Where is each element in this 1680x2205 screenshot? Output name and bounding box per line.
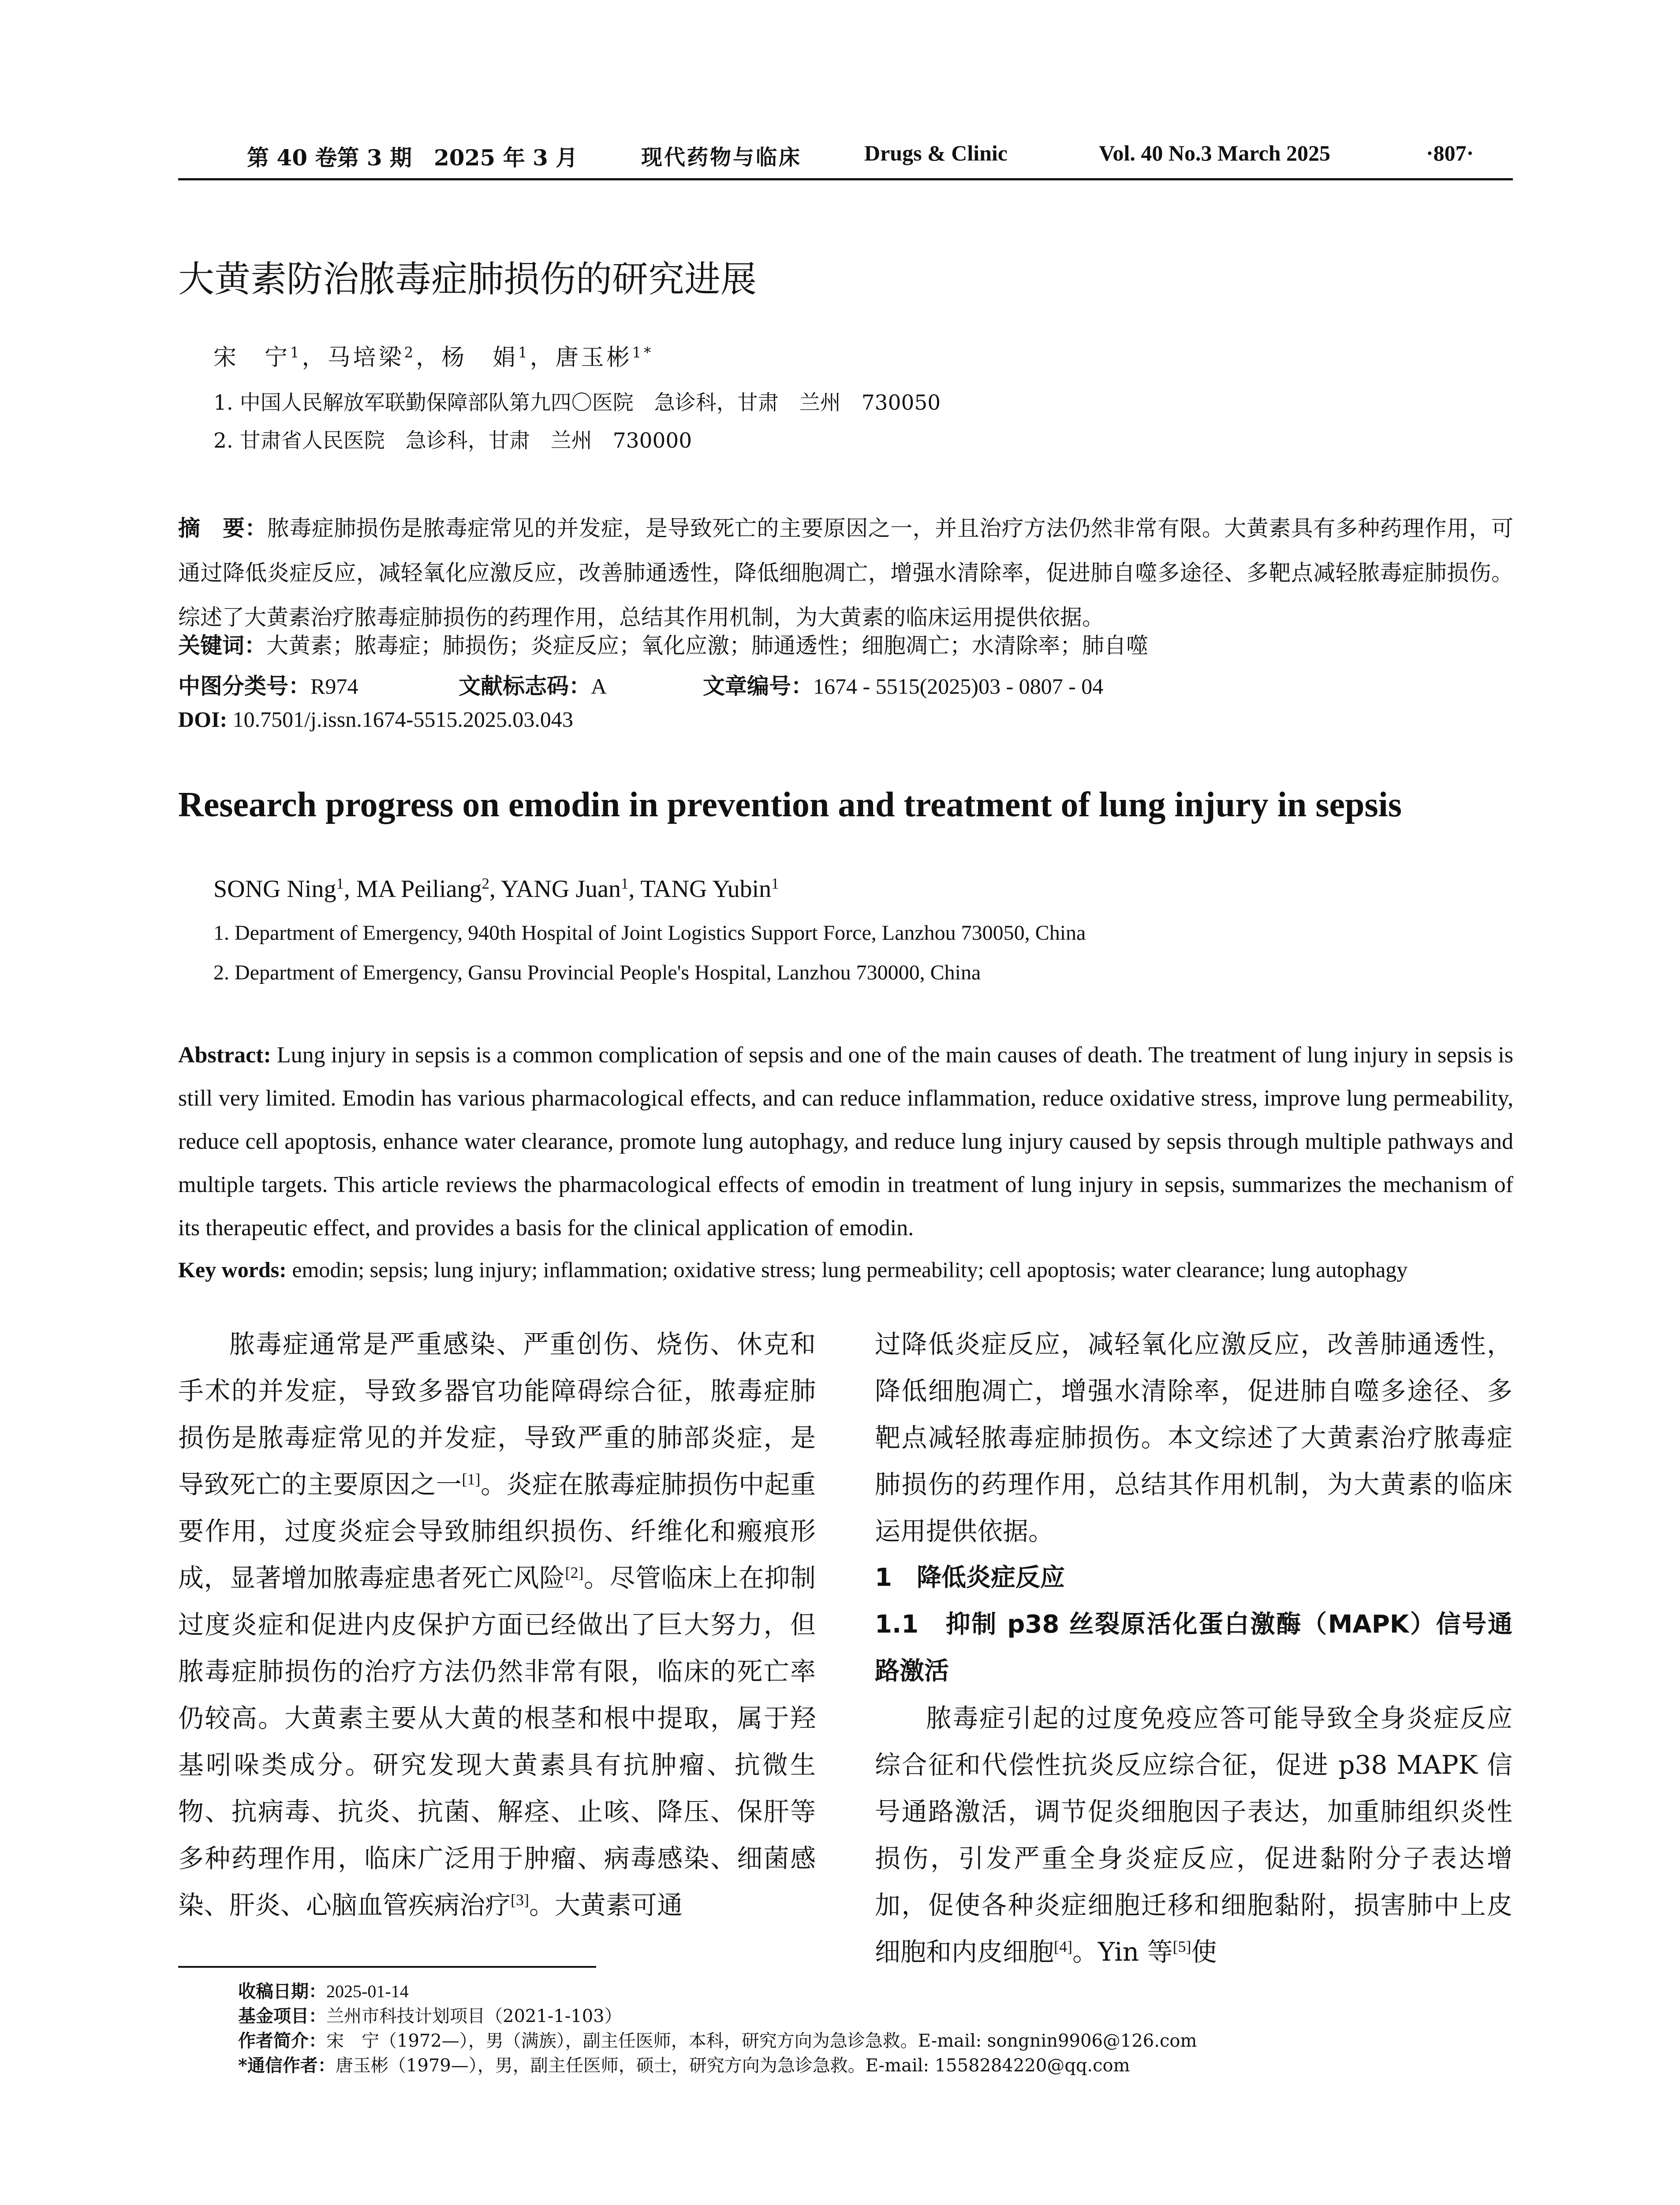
footnote-fund <box>238 2002 622 2027</box>
doi-line <box>178 706 573 732</box>
keywords-cn-text: 大黄素；脓毒症；肺损伤；炎症反应；氧化应激；肺通透性；细胞凋亡；水清除率；肺自噬 <box>266 633 1148 658</box>
footnote-label: *通信作者： <box>238 2055 336 2076</box>
author-list-en <box>213 875 779 903</box>
footnote-text: 唐玉彬（1979—），男，副主任医师，硕士，研究方向为急诊急救。E-mail: 1558284220@qq.com <box>335 2056 1130 2076</box>
footnote-rule <box>178 1966 596 1968</box>
affiliation-cn-2: 2. 甘肃省人民医院 急诊科，甘肃 兰州 730000 <box>213 429 692 453</box>
keywords-cn-label: 关键词： <box>178 633 266 658</box>
article-no-value: 1674 - 5515(2025)03 - 0807 - 04 <box>813 674 1104 699</box>
abstract-en <box>178 1034 1513 1250</box>
author-separator: ， <box>416 344 442 371</box>
doi-label: DOI: <box>178 707 228 732</box>
footnote-text: 兰州市科技计划项目（2021-1-103） <box>326 2006 622 2026</box>
body-column-right <box>875 1321 1512 1975</box>
author-name: 马培梁 <box>327 344 404 371</box>
section-heading-1-1: 1.1 抑制 p38 丝裂原活化蛋白激酶（MAPK）信号通路激活 <box>875 1610 1512 1686</box>
author-affiliation-mark: 1 <box>336 875 344 892</box>
body-paragraph <box>178 1321 816 1928</box>
doc-code-line <box>459 669 607 700</box>
keywords-en <box>178 1257 1407 1282</box>
author-name: 杨 娟 <box>441 344 519 371</box>
author-affiliation-mark: 1* <box>632 344 654 361</box>
keywords-en-text: emodin; sepsis; lung injury; inflammation; oxidative stress; lung permeability; cell apoptosis; water clearance; lung autophagy <box>286 1257 1408 1282</box>
body-text: 。大黄素可通 <box>529 1890 683 1920</box>
citation: [1] <box>462 1470 481 1488</box>
body-text: 。Yin 等 <box>1072 1937 1173 1967</box>
body-text: 使 <box>1191 1937 1217 1967</box>
header-issue-en: Vol. 40 No.3 March 2025 <box>1099 141 1330 165</box>
author-affiliation-mark: 1 <box>290 344 302 361</box>
citation: [2] <box>565 1564 584 1582</box>
author-list-cn <box>213 339 653 372</box>
body-text: 脓毒症引起的过度免疫应答可能导致全身炎症反应综合征和代偿性抗炎反应综合征，促进 p38 MAPK 信号通路激活，调节促炎细胞因子表达，加重肺组织炎性损伤，引发严重全身炎症反应，促进黏附分子表达增加，促使各种炎症细胞迁移和细胞黏附，损害肺中上皮细胞和内皮细胞 <box>875 1703 1512 1967</box>
author-affiliation-mark: 1 <box>771 875 779 892</box>
citation: [5] <box>1172 1938 1191 1956</box>
header-journal-cn: 现代药物与临床 <box>641 145 802 170</box>
doc-code-value: A <box>591 674 607 699</box>
header-issue-cn: 第 40 卷第 3 期 2025 年 3 月 <box>247 145 578 171</box>
author-separator: , <box>628 875 641 903</box>
article-no-line <box>703 669 1103 700</box>
keywords-cn <box>178 628 1148 660</box>
article-no-label: 文章编号： <box>703 673 813 699</box>
abstract-cn-label: 摘 要： <box>178 516 267 541</box>
author-name: 宋 宁 <box>213 344 291 371</box>
author-separator: , <box>489 875 501 903</box>
author-affiliation-mark: 1 <box>518 344 530 361</box>
affiliation-en-1: 1. Department of Emergency, 940th Hospital of Joint Logistics Support Force, Lanzhou 730050, China <box>213 921 1086 945</box>
page-title-en: Research progress on emodin in prevention and treatment of lung injury in sepsis <box>178 785 1402 824</box>
header-rule <box>178 178 1513 180</box>
abstract-en-text: Lung injury in sepsis is a common complication of sepsis and one of the main causes of death. The treatment of lung injury in sepsis is still very limited. Emodin has various pharmacological effects, and can reduce inflammation, reduce oxidative stress, improve lung permeability, reduce cell apoptosis, enhance water clearance, promote lung autophagy, and reduce lung injury caused by sepsis through multiple pathways and multiple targets. This article reviews the pharmacological effects of emodin in treatment of lung injury in sepsis, summarizes the mechanism of its therapeutic effect, and provides a basis for the clinical application of emodin. <box>178 1043 1513 1241</box>
section-heading-1: 1 降低炎症反应 <box>875 1563 1065 1592</box>
doi-value: 10.7501/j.issn.1674-5515.2025.03.043 <box>227 707 573 732</box>
footnote-label: 基金项目： <box>238 2006 326 2026</box>
author-separator: ， <box>530 344 556 371</box>
body-text: 。尽管临床上在抑制过度炎症和促进内皮保护方面已经做出了巨大努力，但脓毒症肺损伤的治疗方法仍然非常有限，临床的死亡率仍较高。大黄素主要从大黄的根茎和根中提取，属于羟基吲哚类成分。研究发现大黄素具有抗肿瘤、抗微生物、抗病毒、抗炎、抗菌、解痉、止咳、降压、保肝等多种药理作用，临床广泛用于肿瘤、病毒感染、细菌感染、肝炎、心脑血管疾病治疗 <box>178 1563 816 1920</box>
page-title-cn: 大黄素防治脓毒症肺损伤的研究进展 <box>178 258 757 300</box>
citation: [4] <box>1054 1938 1072 1956</box>
body-paragraph <box>875 1695 1512 1975</box>
author-name: YANG Juan <box>500 875 621 903</box>
author-separator: , <box>343 875 356 903</box>
author-name: MA Peiliang <box>356 875 482 903</box>
author-affiliation-mark: 1 <box>621 875 629 892</box>
clc-label: 中图分类号： <box>178 673 310 699</box>
footnote-text: 宋 宁（1972—），男（满族），副主任医师，本科，研究方向为急诊急救。E-mail: songnin9906@126.com <box>326 2031 1197 2051</box>
body-column-left <box>178 1321 816 1928</box>
header-page-number: ·807· <box>1426 141 1474 165</box>
footnote-label: 收稿日期： <box>238 1981 326 2002</box>
body-text: 脓毒症通常是严重感染、严重创伤、烧伤、休克和手术的并发症，导致多器官功能障碍综合征，脓毒症肺损伤是脓毒症常见的并发症，导致严重的肺部炎症，是导致死亡的主要原因之一 <box>178 1329 816 1499</box>
clc-value: R974 <box>310 674 358 699</box>
body-text: 。炎症在脓毒症肺损伤中起重要作用，过度炎症会导致肺组织损伤、纤维化和瘢痕形成，显著增加脓毒症患者死亡风险 <box>178 1469 816 1593</box>
author-separator: ， <box>302 344 328 371</box>
author-name: TANG Yubin <box>640 875 772 903</box>
author-name: SONG Ning <box>213 875 336 903</box>
header-journal-en: Drugs & Clinic <box>864 141 1008 165</box>
abstract-cn-text: 脓毒症肺损伤是脓毒症常见的并发症，是导致死亡的主要原因之一，并且治疗方法仍然非常有限。大黄素具有多种药理作用，可通过降低炎症反应，减轻氧化应激反应，改善肺通透性，降低细胞凋亡，增强水清除率，促进肺自噬多途径、多靶点减轻脓毒症肺损伤。综述了大黄素治疗脓毒症肺损伤的药理作用，总结其作用机制，为大黄素的临床运用提供依据。 <box>178 516 1514 630</box>
footnote-author <box>238 2027 1197 2052</box>
author-affiliation-mark: 2 <box>482 875 489 892</box>
footnote-text: 2025-01-14 <box>326 1981 409 2001</box>
footnote-corresponding <box>238 2052 1130 2077</box>
abstract-cn <box>178 506 1513 640</box>
footnote-label: 作者简介： <box>238 2030 326 2051</box>
citation: [3] <box>511 1891 529 1909</box>
doc-code-label: 文献标志码： <box>459 673 591 699</box>
keywords-en-label: Key words: <box>178 1257 287 1282</box>
author-name: 唐玉彬 <box>555 344 632 371</box>
affiliation-en-2: 2. Department of Emergency, Gansu Provincial People's Hospital, Lanzhou 730000, China <box>213 961 981 984</box>
body-paragraph: 过降低炎症反应，减轻氧化应激反应，改善肺通透性，降低细胞凋亡，增强水清除率，促进肺自噬多途径、多靶点减轻脓毒症肺损伤。本文综述了大黄素治疗脓毒症肺损伤的药理作用，总结其作用机制，为大黄素的临床运用提供依据。 <box>875 1329 1512 1546</box>
author-affiliation-mark: 2 <box>404 344 416 361</box>
abstract-en-label: Abstract: <box>178 1043 271 1068</box>
clc-line <box>178 669 358 700</box>
footnote-received <box>238 1977 409 2003</box>
affiliation-cn-1: 1. 中国人民解放军联勤保障部队第九四〇医院 急诊科，甘肃 兰州 730050 <box>213 391 941 415</box>
